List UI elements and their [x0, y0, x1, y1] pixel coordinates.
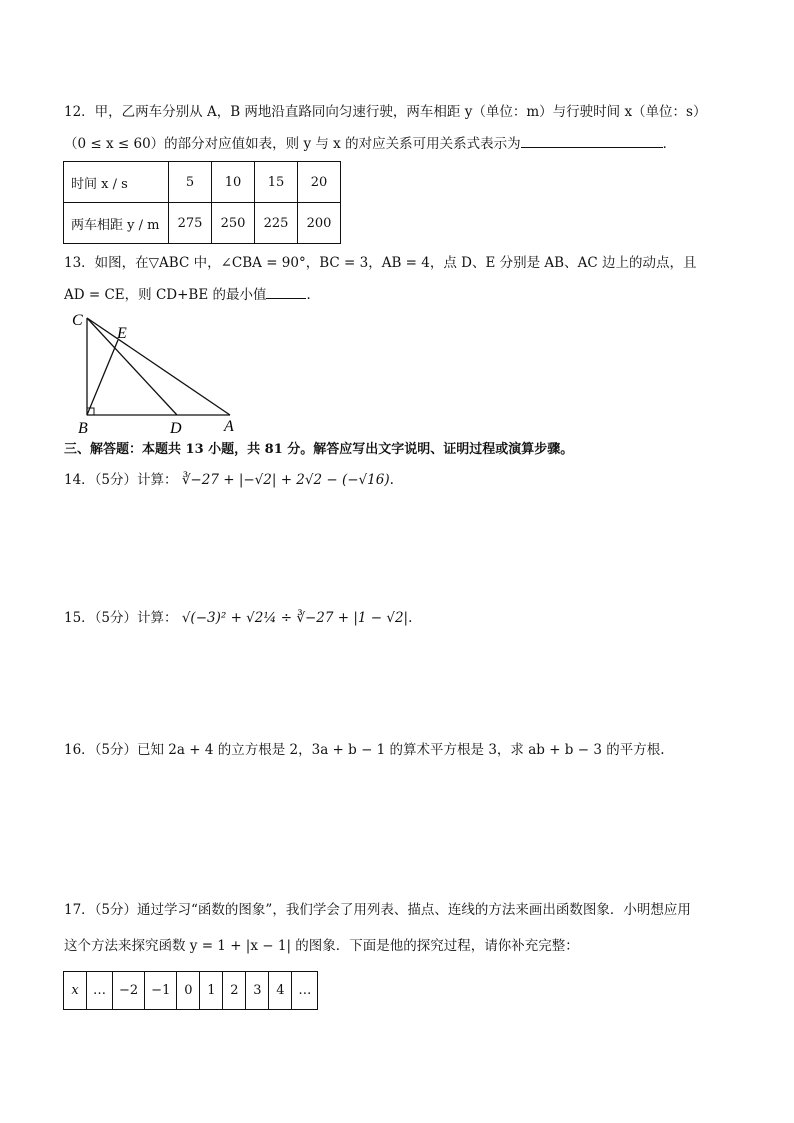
q15-prefix: 15．（5分）计算：	[64, 610, 178, 626]
q14-expression: ∛−27 + |−√2| + 2√2 − (−√16)	[181, 472, 390, 488]
table-cell: 1	[200, 972, 223, 1010]
q16: 16．（5分）已知 2a + 4 的立方根是 2，3a + b − 1 的算术平方根是 3，求 ab + b − 3 的平方根.	[64, 742, 665, 758]
table-cell: 5	[169, 162, 212, 203]
table-cell: x	[64, 972, 87, 1010]
table-cell: 275	[169, 203, 212, 244]
section-heading: 三、解答题：本题共 13 小题，共 81 分。解答应写出文字说明、证明过程或演算步骤。	[64, 442, 574, 457]
label-b: B	[78, 420, 88, 437]
table-cell: 250	[212, 203, 255, 244]
q13-line2-text: AD = CE，则 CD+BE 的最小值	[64, 287, 267, 303]
table-row	[64, 972, 318, 1010]
table-cell: 4	[269, 972, 292, 1010]
table-cell: 10	[212, 162, 255, 203]
label-a: A	[224, 418, 234, 435]
q14-end: .	[389, 472, 394, 488]
table-cell: −2	[113, 972, 145, 1010]
q17-table	[63, 971, 318, 1010]
table-row	[64, 162, 341, 203]
q12-answer-blank[interactable]	[521, 147, 663, 148]
table-cell: 225	[255, 203, 298, 244]
q13-line2	[64, 285, 320, 305]
q15	[64, 608, 412, 628]
table-cell: …	[87, 972, 113, 1010]
q13-answer-blank[interactable]	[266, 298, 306, 299]
edge-ca	[87, 318, 230, 415]
q14-prefix: 14．（5分）计算：	[64, 472, 178, 488]
segment-cd	[87, 318, 177, 415]
table-row	[64, 203, 341, 244]
q12-line1: 12．甲，乙两车分别从 A，B 两地沿直路同向匀速行驶，两车相距 y（单位：m）与行驶时间 x（单位：s）	[64, 104, 707, 120]
table-cell-head: 时间 x / s	[64, 162, 169, 203]
label-c: C	[72, 312, 83, 329]
q13-end: ．	[306, 287, 320, 303]
table-cell: …	[292, 972, 318, 1010]
q17-line1: 17．（5分）通过学习“函数的图象”，我们学会了用列表、描点、连线的方法来画出函数图象．小明想应用	[64, 902, 691, 918]
table-cell: 2	[223, 972, 246, 1010]
q15-end: .	[408, 610, 413, 626]
table-cell: 0	[177, 972, 200, 1010]
q15-expression: √(−3)² + √2¼ ÷ ∛−27 + |1 − √2|	[181, 610, 409, 626]
table-cell: 3	[246, 972, 269, 1010]
table-cell: −1	[145, 972, 177, 1010]
q12-end: ．	[662, 136, 677, 152]
triangle-figure	[64, 305, 254, 440]
q13-line1: 13．如图，在▽ABC 中，∠CBA = 90°，BC = 3，AB = 4，点 D、E 分别是 AB、AC 边上的动点，且	[64, 255, 697, 271]
q12-line2-text: （0 ≤ x ≤ 60）的部分对应值如表，则 y 与 x 的对应关系可用关系式表示为	[64, 136, 521, 152]
table-cell: 20	[298, 162, 341, 203]
q12-line2	[64, 134, 676, 154]
q12-table	[63, 161, 341, 244]
segment-be	[87, 340, 118, 415]
table-cell-head: 两车相距 y / m	[64, 203, 169, 244]
q14	[64, 470, 394, 490]
q17-line2: 这个方法来探究函数 y = 1 + |x − 1| 的图象．下面是他的探究过程，请你补充完整：	[64, 938, 579, 954]
label-e: E	[117, 325, 127, 342]
table-cell: 15	[255, 162, 298, 203]
table-cell: 200	[298, 203, 341, 244]
label-d: D	[170, 420, 182, 437]
